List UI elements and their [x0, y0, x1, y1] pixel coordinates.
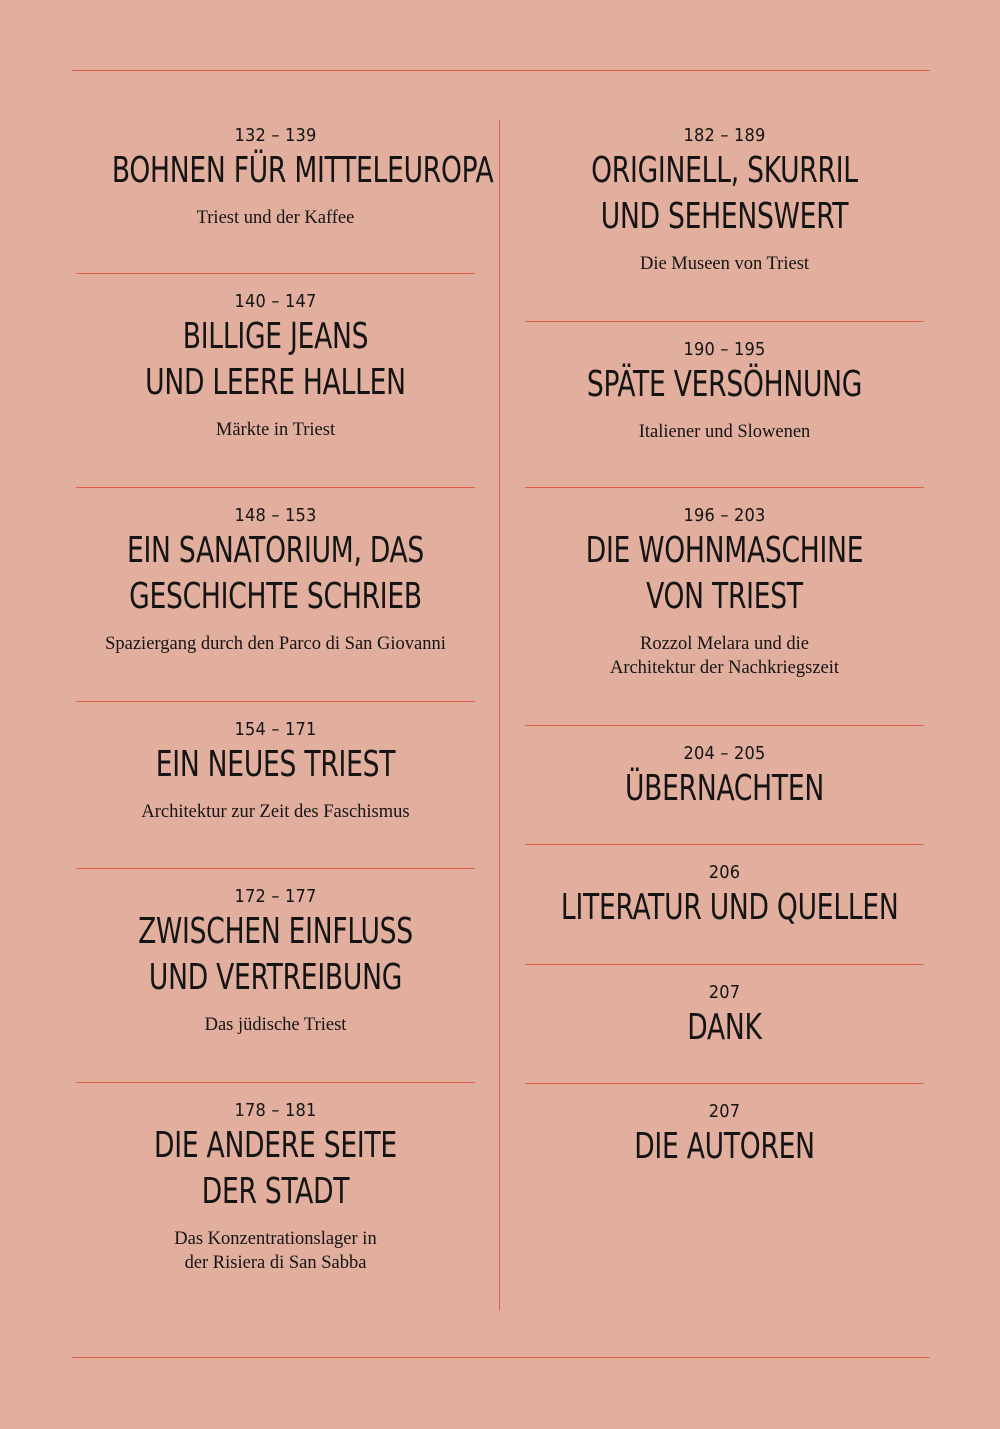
chapter-subtitle: Spaziergang durch den Parco di San Giovanni [105, 634, 446, 654]
page-range: 207 [708, 1101, 741, 1122]
chapter-subtitle: Die Museen von Triest [639, 254, 810, 274]
chapter-title: SPÄTE VERSÖHNUNG [586, 364, 863, 405]
chapter-title: DANK [687, 1007, 762, 1048]
toc-entry[interactable] [525, 845, 924, 965]
page-range: 207 [708, 982, 741, 1003]
bottom-rule [72, 1357, 930, 1358]
chapter-subtitle: Märkte in Triest [215, 420, 336, 440]
toc-entry[interactable] [76, 702, 475, 869]
toc-entry[interactable] [76, 274, 475, 488]
toc-column-left [76, 120, 494, 1293]
chapter-title: ORIGINELL, SKURRIL UND SEHENSWERT [591, 150, 858, 237]
page-range: 154 – 171 [234, 719, 317, 740]
chapter-subtitle: Italiener und Slowenen [638, 422, 811, 442]
page-range: 140 – 147 [234, 291, 317, 312]
toc-entry[interactable] [525, 726, 924, 845]
toc-entry[interactable] [525, 1084, 924, 1194]
toc-entry[interactable] [76, 488, 475, 702]
chapter-subtitle: Rozzol Melara und die Architektur der Nachkriegszeit [609, 634, 840, 678]
chapter-title: EIN SANATORIUM, DAS GESCHICHTE SCHRIEB [126, 530, 425, 617]
toc-entry[interactable] [76, 120, 494, 274]
chapter-title: BILLIGE JEANS UND LEERE HALLEN [145, 316, 406, 403]
chapter-title: DIE WOHNMASCHINE VON TRIEST [585, 530, 864, 617]
top-rule [72, 70, 930, 71]
chapter-title: DIE AUTOREN [634, 1126, 815, 1167]
toc-entry[interactable] [525, 322, 924, 488]
toc-entry[interactable] [525, 965, 924, 1084]
chapter-subtitle: Triest und der Kaffee [196, 208, 355, 228]
page-range: 204 – 205 [683, 743, 766, 764]
page-range: 178 – 181 [234, 1100, 317, 1121]
page-range: 182 – 189 [683, 125, 766, 146]
page-range: 206 [708, 862, 741, 883]
page-range: 172 – 177 [234, 886, 317, 907]
chapter-title: DIE ANDERE SEITE DER STADT [154, 1125, 397, 1212]
toc-entry[interactable] [525, 120, 924, 322]
chapter-title: LITERATUR UND QUELLEN [560, 887, 899, 928]
toc-entry[interactable] [525, 488, 924, 726]
chapter-subtitle: Das Konzentrationslager in der Risiera di San Sabba [174, 1229, 377, 1273]
chapter-title: ÜBERNACHTEN [624, 768, 825, 809]
page-range: 196 – 203 [683, 505, 766, 526]
chapter-subtitle: Architektur zur Zeit des Faschismus [141, 802, 410, 822]
toc-column-right [525, 120, 924, 1194]
page-range: 132 – 139 [234, 125, 317, 146]
toc-entry[interactable] [76, 1083, 475, 1293]
page-range: 148 – 153 [234, 505, 317, 526]
chapter-subtitle: Das jüdische Triest [204, 1015, 347, 1035]
toc-entry[interactable] [76, 869, 475, 1083]
chapter-title: ZWISCHEN EINFLUSS UND VERTREIBUNG [138, 911, 413, 998]
chapter-title: EIN NEUES TRIEST [155, 744, 396, 785]
page-range: 190 – 195 [683, 339, 766, 360]
column-divider [499, 120, 500, 1310]
chapter-title: BOHNEN FÜR MITTELEUROPA [111, 150, 494, 191]
